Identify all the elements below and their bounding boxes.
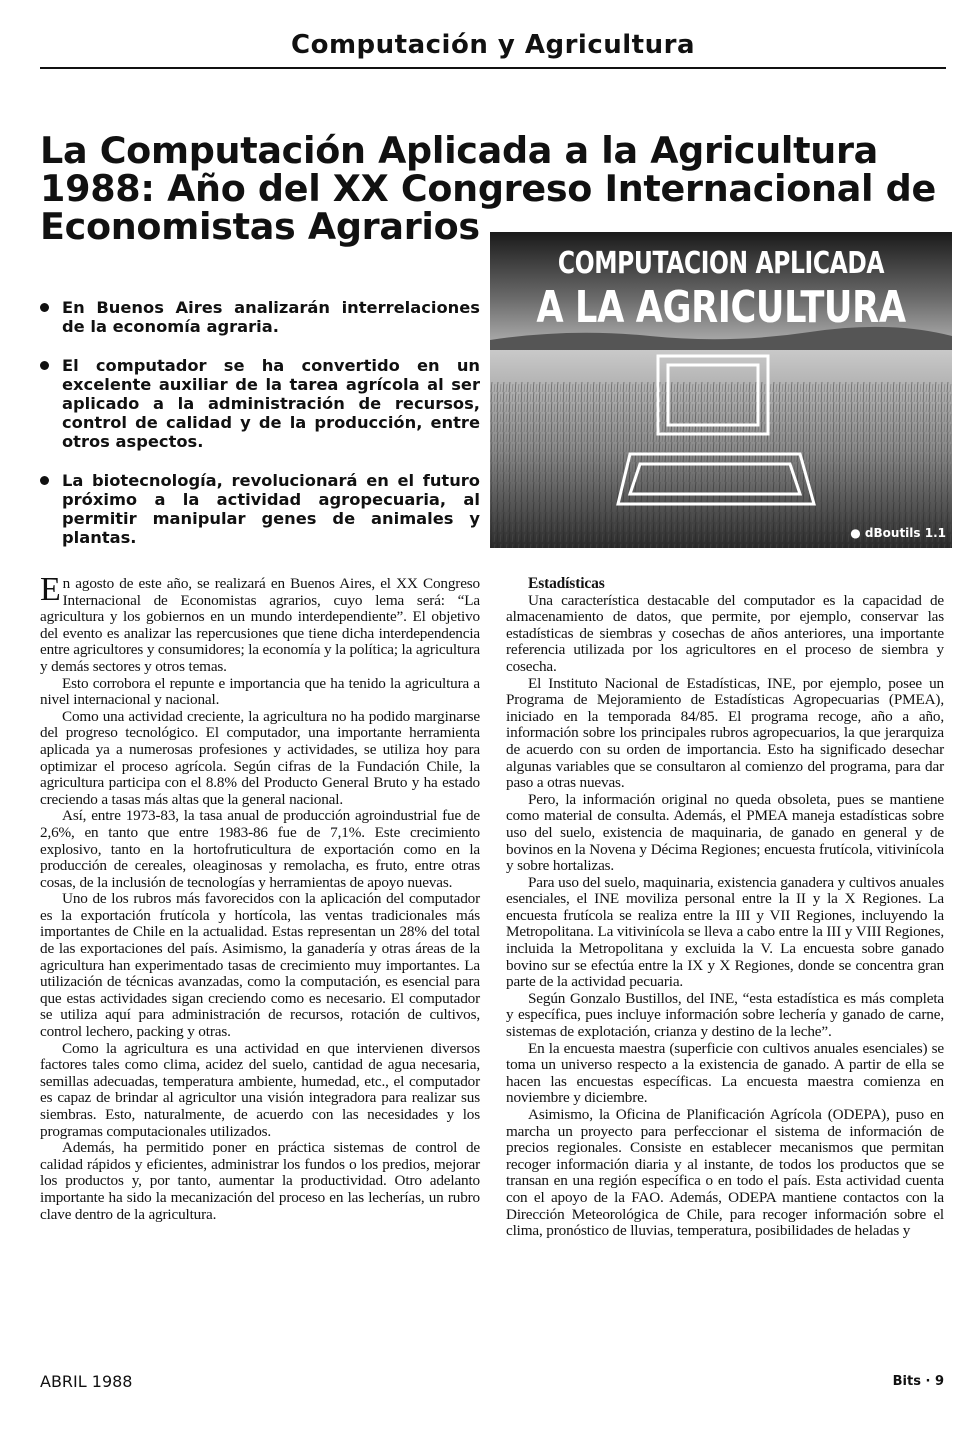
bullet-item: La biotecnología, revolucionará en el futuro próximo a la actividad agropecuaria, al permitir manipular genes de animales y plantas. <box>40 471 480 547</box>
header-rule <box>40 67 946 69</box>
article-paragraph: Además, ha permitido poner en práctica sistemas de control de calidad rápidos y eficientes, administrar los fundos o los predios, mejorar los productos y, por tanto, aumentar la productividad. Otro adelanto importante ha sido la mecanización del proceso en las lecherías, un rubro clave dentro de la agricultura. <box>40 1139 480 1223</box>
article-paragraph <box>40 571 480 676</box>
footer-date: ABRIL 1988 <box>40 1372 133 1391</box>
footer-page-number: Bits · 9 <box>892 1374 944 1389</box>
feature-photo <box>490 232 952 548</box>
article-paragraph: Uno de los rubros más favorecidos con la aplicación del computador es la exportación frutícola y hortícola, las ventas tradicionales más importantes de Chile en la actualidad. Estas representan un 28% del total de las exportaciones del país. Asimismo, la ganadería y otras áreas de la agricultura han experimentado tasas de crecimiento muy importantes. La utilización de técnicas avanzadas, como la computación, es esencial para que estas actividades sigan creciendo como es necesario. El computador se utiliza aquí para administración de recursos, rotación de cultivos, control lechero, packing y otras. <box>40 890 480 1041</box>
article-headline: La Computación Aplicada a la Agricultura 1988: Año del XX Congreso Internacional de Economistas Agrarios <box>40 129 936 248</box>
photo-caption-text: dBoutils 1.1 <box>864 526 946 540</box>
summary-bullets <box>40 298 480 567</box>
article-paragraph: Así, entre 1973-83, la tasa anual de producción agroindustrial fue de 2,6%, en tanto que entre 1983-86 fue de 7,1%. Este crecimiento explosivo, tanto en la hortofruticultura de exportación como en la producción de cereales, oleaginosas y remolacha, es fruto, entre otras cosas, de la inclusión de tecnologías y herramientas de apoyo nuevas. <box>40 807 480 891</box>
photo-caption: ● dBoutils 1.1 <box>850 526 946 540</box>
article-paragraph: Como una actividad creciente, la agricultura no ha podido marginarse del progreso tecnológico. El computador, una importante herramienta aplicada ya a numerosas profesiones y actividades, se utiliza hoy para optimizar el proceso agrícola. Según cifras de la Fundación Chile, la agricultura participa con el 8.8% del Producto General Bruto y ha estado creciendo a tasas más altas que la general nacional. <box>40 707 480 808</box>
article-column-right <box>506 576 944 1240</box>
article-column-left <box>40 571 480 1223</box>
article-paragraph: En la encuesta maestra (superficie con cultivos anuales esenciales) se toma un universo respecto a la existencia de ganado. A partir de ella se hacen las encuestas específicas. La encuesta maestra comienza en noviembre y diciembre. <box>506 1039 944 1107</box>
paragraph-text: n agosto de este año, se realizará en Buenos Aires, el XX Congreso Internacional de Economistas agrarios, cuyo lema será: “La agricultura y los gobiernos en un mundo interdependiente”. El objetivo del evento es analizar las repercusiones que tiene dicha interdependencia entre agricultores y consumidores; la economía y la política; la agricultura y demás sectores y otros temas. <box>40 575 480 675</box>
article-paragraph: Asimismo, la Oficina de Planificación Agrícola (ODEPA), puso en marcha un proyecto para perfeccionar el sistema de información de precios regionales. Consiste en establecer mecanismos que permitan recoger información diaria y al instante, de todos los productos que se transan en una región específica o en todo el país. Esta actividad cuenta con el apoyo de la FAO. Además, ODEPA mantiene contactos con la Dirección Meteorológica de Chile, para recoger información sobre el clima, pronóstico de lluvias, temperatura, posibilidades de heladas y <box>506 1106 944 1240</box>
drop-cap: E <box>40 571 61 608</box>
article-paragraph: Una característica destacable del computador es la capacidad de almacenamiento de datos, que permite, por ejemplo, conservar las estadísticas de siembras y cosechas de años anteriores, una importante referencia utilizada por los agricultores en el proceso de siembra y cosecha. <box>506 591 944 675</box>
photo-title-line1: COMPUTACION APLICADA <box>557 246 885 281</box>
article-paragraph: Para uso del suelo, maquinaria, existencia ganadera y cultivos anuales esenciales, el INE moviliza personal entre la II y la X Regiones. La encuesta frutícola se realiza entre la III y VII Regiones, incluyendo la Metropolitana. La vitivinícola se lleva a cabo entre la III y VIII Regiones, incluida la Metropolitana y excluida la V. La encuesta sobre ganado bovino sur se efectúa entre la IX y X Regiones, donde se concentra gran parte de la actividad pecuaria. <box>506 873 944 991</box>
bullet-item: El computador se ha convertido en un excelente auxiliar de la tarea agrícola al ser aplicado a la administración de recursos, control de calidad y de la producción, entre otros aspectos. <box>40 356 480 451</box>
section-header: Computación y Agricultura <box>291 30 695 60</box>
article-paragraph: Pero, la información original no queda obsoleta, pues se mantiene como material de consulta. Además, el PMEA maneja estadísticas sobre uso del suelo, existencia de maquinaria, de ganado en general y de bovinos en la Novena y Décima Regiones; encuesta frutícola, vitivinícola y sobre hortalizas. <box>506 790 944 875</box>
article-paragraph: El Instituto Nacional de Estadísticas, INE, por ejemplo, posee un Programa de Mejoramiento de Estadísticas Agropecuarias (PMEA), iniciado en la temporada 84/85. El programa recoge, año a año, información sobre los principales rubros agropecuarios, la que jerarquiza de acuerdo con su orden de importancia. Esto ha significado desechar algunas variables que se consultaron al comienzo del programa, para dar paso a otras nuevas. <box>506 674 944 792</box>
article-paragraph: Como la agricultura es una actividad en que intervienen diversos factores tales como clima, acidez del suelo, cantidad de agua necesaria, semillas adecuadas, temperatura ambiente, humedad, etc., el computador es capaz de brindar al agricultor una visión integradora para realizar sus siembras. Esto, naturalmente, de acuerdo con las necesidades y los programas computacionales utilizados. <box>40 1039 480 1140</box>
bullet-item: En Buenos Aires analizarán interrelaciones de la economía agraria. <box>40 298 480 336</box>
article-paragraph: Según Gonzalo Bustillos, del INE, “esta estadística es más completa y específica, pues incluye información sobre lechería y ganado de carne, sistemas de explotación, crianza y destino de la leche”. <box>506 989 944 1041</box>
photo-title-line2: A LA AGRICULTURA <box>536 282 906 333</box>
section-subhead: Estadísticas <box>528 575 605 592</box>
article-paragraph: Esto corrobora el repunte e importancia que ha tenido la agricultura a nivel internacional y nacional. <box>40 674 480 709</box>
